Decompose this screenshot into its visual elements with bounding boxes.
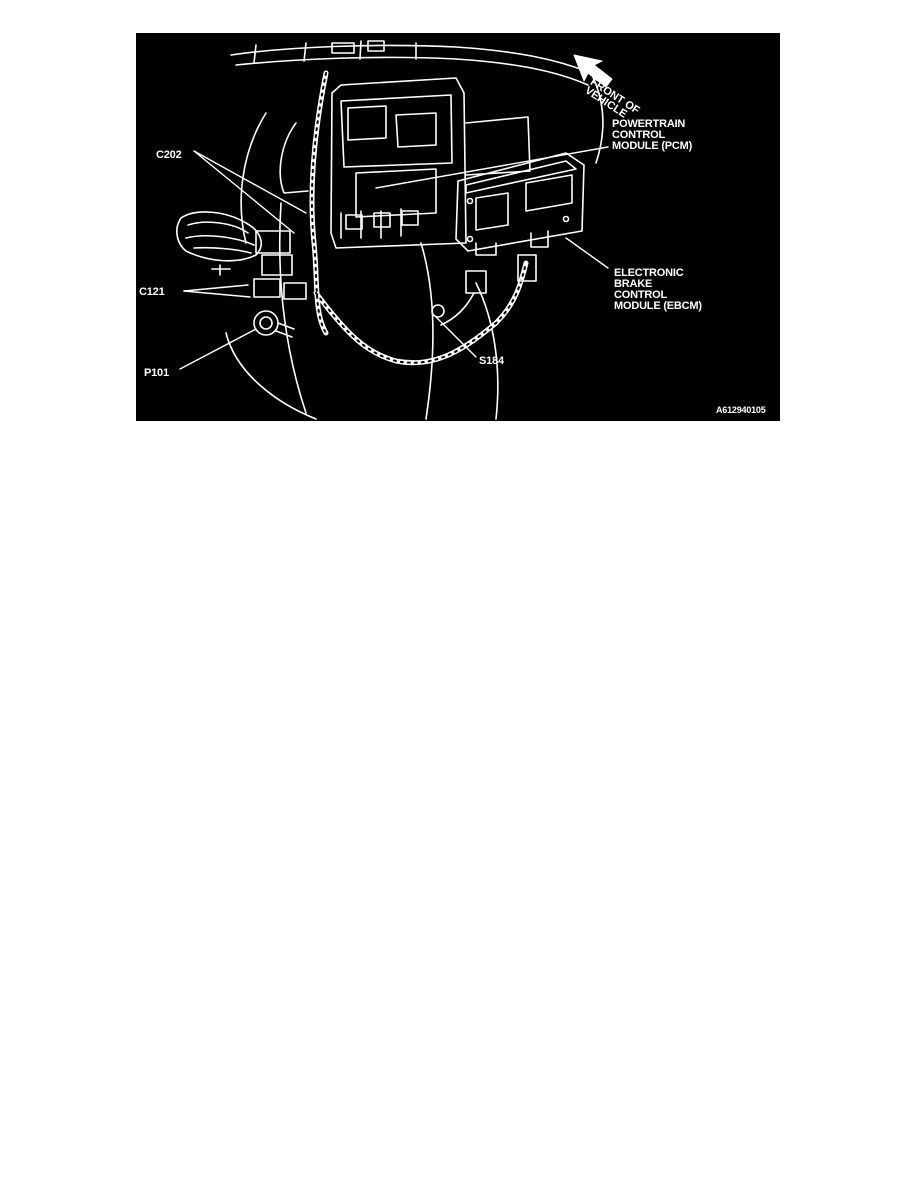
pcm-bracket	[331, 78, 530, 248]
c121-label: C121	[139, 286, 165, 298]
wiring-harness	[312, 73, 526, 363]
pcm-label: POWERTRAIN CONTROL MODULE (PCM)	[612, 118, 693, 152]
p101-grommet	[254, 311, 294, 337]
s184-splice	[432, 305, 444, 317]
front-of-vehicle-label: FRONT OF VEHICLE	[582, 76, 642, 121]
c202-label: C202	[156, 149, 182, 161]
figure-id: A612940105	[716, 405, 766, 415]
component-locator-diagram	[136, 33, 780, 421]
p101-label: P101	[144, 367, 169, 379]
cowl-outline	[231, 41, 603, 163]
ebcm-module	[456, 153, 584, 255]
body-panel-lines	[226, 113, 498, 419]
harness-stripes	[312, 73, 526, 363]
diagram-linework	[136, 33, 780, 421]
ebcm-label: ELECTRONIC BRAKE CONTROL MODULE (EBCM)	[614, 267, 702, 312]
s184-label: S184	[479, 355, 504, 367]
